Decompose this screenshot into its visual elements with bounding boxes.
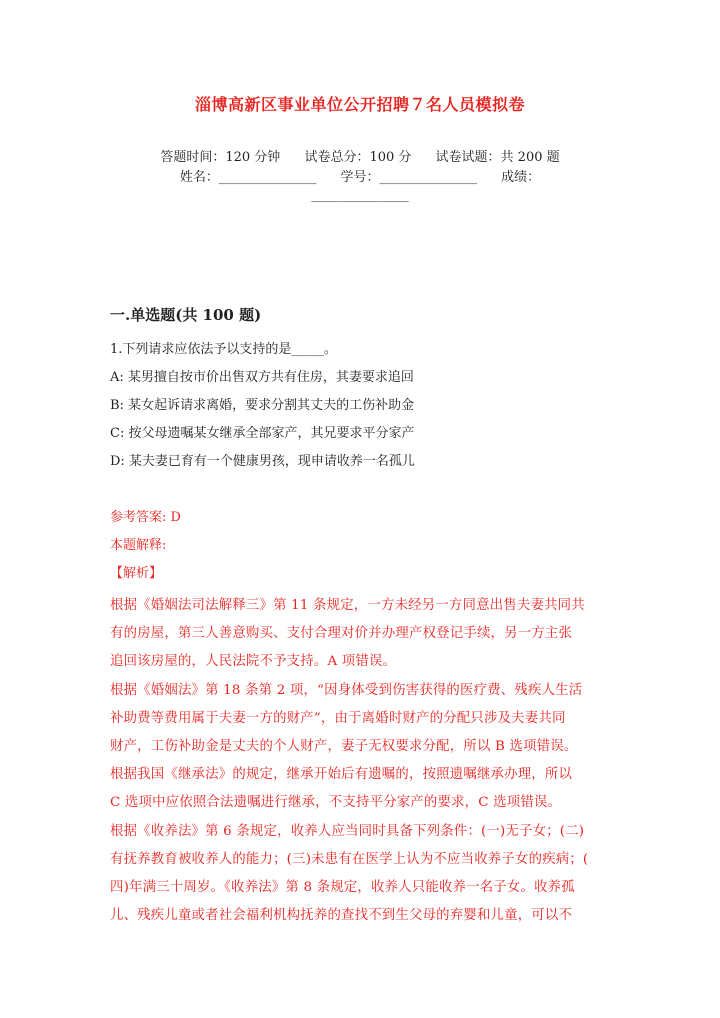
option-c: C: 按父母遗嘱某女继承全部家产，其兄要求平分家产 [110, 426, 415, 441]
explanation-line: 补助费等费用属于夫妻一方的财产”，由于离婚时财产的分配只涉及夫妻共同 [110, 710, 566, 726]
total-score: 试卷总分：100 分 [304, 150, 412, 165]
option-b: B: 某女起诉请求离婚，要求分割其丈夫的工伤补助金 [110, 398, 415, 413]
explanation-label: 本题解释: [110, 538, 167, 553]
explanation-line: 根据我国《继承法》的规定，继承开始后有遗嘱的，按照遗嘱继承办理，所以 [110, 767, 573, 783]
explanation-line: 四)年满三十周岁。《收养法》第 8 条规定，收养人只能收养一名子女。收养孤 [110, 880, 575, 896]
explanation-line: 有的房屋，第三人善意购买、支付合理对价并办理产权登记手续，另一方主张 [110, 626, 573, 642]
student-id-field: 学号：_______________ [340, 170, 477, 185]
page-title: 淄博高新区事业单位公开招聘７名人员模拟卷 [194, 95, 525, 114]
name-field: 姓名：_______________ [179, 170, 317, 185]
analysis-tag: 【解析】 [110, 566, 163, 581]
exam-time: 答题时间：120 分钟 [160, 150, 281, 165]
explanation-line: 根据《婚姻法司法解释三》第 11 条规定，一方未经另一方同意出售夫妻共同共 [110, 598, 585, 613]
score-blank: _______________ [311, 188, 409, 203]
explanation-line: 财产，工伤补助金是丈夫的个人财产，妻子无权要求分配，所以 B 选项错误。 [110, 739, 578, 755]
score-label: 成绩： [501, 170, 541, 185]
score-blank-line [0, 188, 720, 203]
explanation-line: 有抚养教育被收养人的能力；(三)未患有在医学上认为不应当收养子女的疾病；( [110, 851, 589, 867]
option-d: D: 某夫妻已育有一个健康男孩，现申请收养一名孤儿 [110, 454, 415, 469]
total-questions: 试卷试题：共 200 题 [435, 150, 560, 165]
explanation-line: C 选项中应依照合法遗嘱进行继承，不支持平分家产的要求，C 选项错误。 [110, 795, 562, 811]
section-title: 一.单选题(共 100 题) [110, 306, 262, 324]
reference-answer: 参考答案: D [110, 510, 181, 525]
explanation-line: 追回该房屋的，人民法院不予支持。A 项错误。 [110, 654, 397, 670]
explanation-line: 根据《婚姻法》第 18 条第 2 项，“因身体受到伤害获得的医疗费、残疾人生活 [110, 682, 583, 698]
explanation-line: 根据《收养法》第 6 条规定，收养人应当同时具备下列条件：(一)无子女；(二) [110, 823, 585, 839]
student-info-line [0, 166, 720, 185]
question-stem: 1.下列请求应依法予以支持的是_____。 [110, 342, 337, 357]
explanation-line: 儿、残疾儿童或者社会福利机构抚养的查找不到生父母的弃婴和儿童，可以不 [110, 908, 573, 924]
option-a: A: 某男擅自按市价出售双方共有住房，其妻要求追回 [110, 370, 414, 385]
exam-info-line [0, 146, 720, 165]
explanation-body [110, 592, 610, 930]
